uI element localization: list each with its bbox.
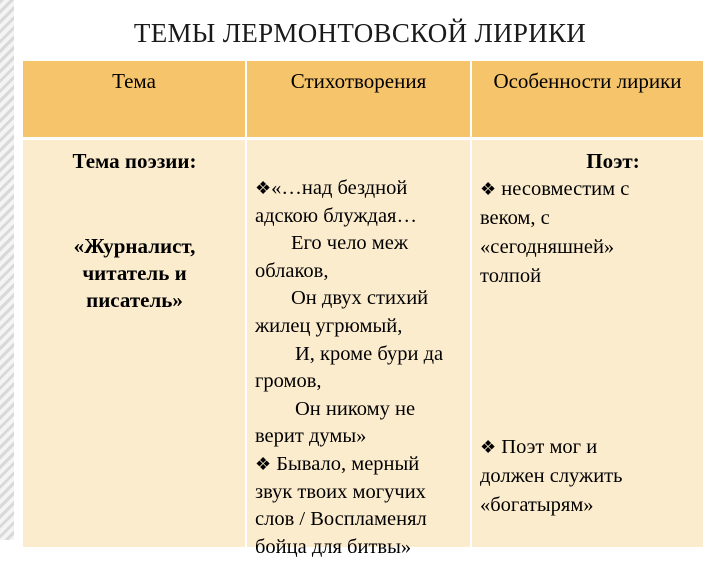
poem-quotes: ❖«…над бездной адскою блуждая… Его чело меж облаков, Он двух стихий жилец угрюмый, И, кроме бури да громов, Он никому не верит думы» ❖ Бывало, мерный звук твоих могучих слов / Воспламенял бойца для битвы» [255,177,444,558]
theme-label: Тема поэзии: [72,149,197,173]
diamond-bullet-icon: ❖ [480,179,497,199]
table-header-row [23,61,703,137]
header-theme: Тема [23,61,246,137]
feature-point-1: ❖ несовместим с веком, с «сегодняшней» толпой [480,178,630,287]
themes-table [23,61,703,558]
feature-point-2: ❖ Поэт мог и должен служить «богатырям» [480,436,623,516]
slide-title: ТЕМЫ ЛЕРМОНТОВСКОЙ ЛИРИКИ [133,18,587,48]
diamond-bullet-icon: ❖ [255,178,272,198]
diamond-bullet-icon: ❖ [480,437,497,457]
header-poems: Стихотворения [246,61,471,137]
features-heading: Поэт: [586,149,640,173]
decorative-stripe [0,0,14,540]
work-title: «Журналист, читатель и писатель» [73,234,196,312]
theme-cell [23,140,246,547]
poems-cell [246,140,471,558]
features-cell [471,140,703,547]
diamond-bullet-icon: ❖ [255,453,272,474]
header-features: Особенности лирики [471,61,703,137]
table-row [23,140,703,547]
